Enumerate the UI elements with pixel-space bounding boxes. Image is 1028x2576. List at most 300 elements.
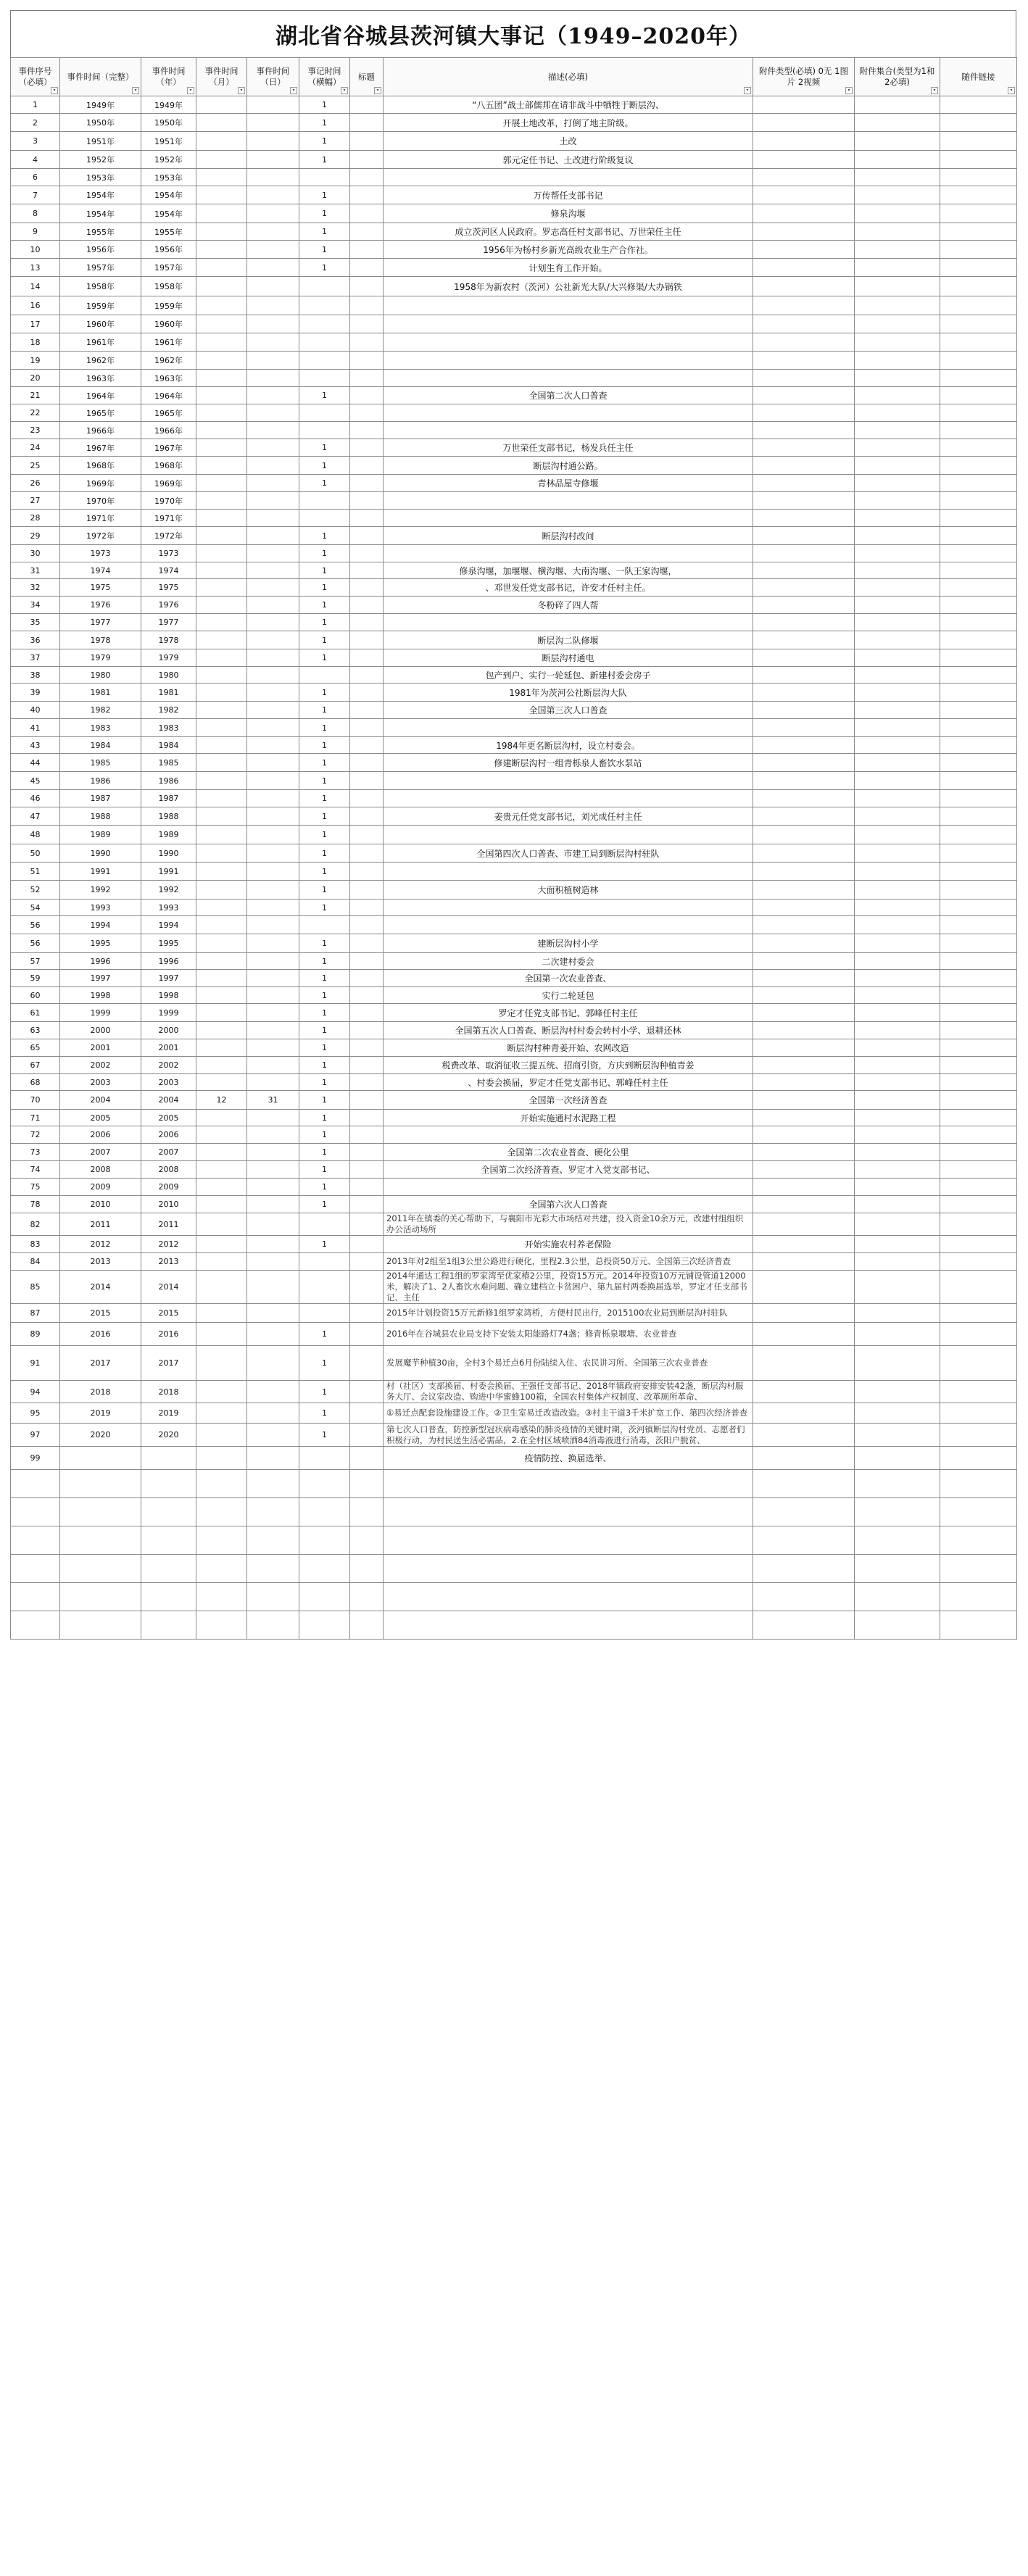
cell-day[interactable] [247,439,299,457]
cell-full[interactable]: 1992 [60,881,141,899]
cell-link[interactable] [940,169,1017,186]
cell-year[interactable]: 1979 [141,649,196,667]
cell-id[interactable]: 78 [11,1196,60,1213]
cell-link[interactable] [940,277,1017,296]
cell-aset[interactable] [855,475,940,492]
cell-month[interactable] [196,844,247,863]
cell-day[interactable] [247,614,299,631]
cell-title[interactable] [350,387,384,404]
cell-aset[interactable] [855,1126,940,1144]
cell-day[interactable] [247,1004,299,1022]
cell-title[interactable] [350,404,384,422]
cell-link[interactable] [940,296,1017,315]
cell-link[interactable] [940,1381,1017,1403]
cell-atype[interactable] [753,545,855,562]
cell-full[interactable]: 1976 [60,597,141,614]
cell-flag[interactable]: 1 [299,597,350,614]
cell-full[interactable]: 1968年 [60,457,141,475]
cell-empty[interactable] [141,1583,196,1611]
cell-flag[interactable]: 1 [299,719,350,737]
cell-year[interactable]: 2019 [141,1403,196,1424]
cell-atype[interactable] [753,1196,855,1213]
cell-desc[interactable]: 断层沟村种青姜开始、农网改造 [384,1039,753,1057]
cell-flag[interactable]: 1 [299,754,350,772]
cell-month[interactable] [196,863,247,881]
cell-empty[interactable] [350,1555,384,1583]
cell-link[interactable] [940,970,1017,987]
col-header-title[interactable] [350,58,384,96]
table-row[interactable] [11,1161,1017,1179]
cell-year[interactable]: 1997 [141,970,196,987]
cell-desc[interactable]: 姜贵元任党支部书记，刘光成任村主任 [384,807,753,826]
cell-title[interactable] [350,1022,384,1039]
cell-desc[interactable]: 计划生育工作开始。 [384,259,753,277]
cell-month[interactable] [196,1236,247,1253]
cell-full[interactable]: 1990 [60,844,141,863]
cell-aset[interactable] [855,1179,940,1196]
cell-aset[interactable] [855,737,940,754]
cell-desc[interactable]: 2011年在镇委的关心帮助下，与襄阳市光彩大市场结对共建，投入资金10余万元，改建村组组织办公活动场所 [384,1213,753,1236]
cell-full[interactable]: 1996 [60,953,141,970]
cell-full[interactable]: 1987 [60,790,141,807]
cell-flag[interactable]: 1 [299,1144,350,1161]
cell-year[interactable]: 1992 [141,881,196,899]
cell-aset[interactable] [855,352,940,370]
cell-title[interactable] [350,1236,384,1253]
cell-full[interactable]: 1981 [60,684,141,702]
cell-empty[interactable] [11,1611,60,1640]
table-row[interactable] [11,475,1017,492]
cell-title[interactable] [350,457,384,475]
cell-flag[interactable]: 1 [299,1126,350,1144]
cell-link[interactable] [940,562,1017,579]
cell-flag[interactable]: 1 [299,826,350,844]
cell-month[interactable] [196,370,247,387]
table-row[interactable] [11,387,1017,404]
cell-title[interactable] [350,1004,384,1022]
cell-atype[interactable] [753,1304,855,1323]
cell-full[interactable]: 1954年 [60,204,141,223]
cell-aset[interactable] [855,844,940,863]
cell-year[interactable]: 2004 [141,1091,196,1110]
cell-title[interactable] [350,1161,384,1179]
cell-day[interactable] [247,315,299,333]
cell-aset[interactable] [855,754,940,772]
cell-flag[interactable]: 1 [299,204,350,223]
cell-aset[interactable] [855,296,940,315]
cell-month[interactable] [196,96,247,114]
cell-desc[interactable] [384,899,753,916]
cell-year[interactable]: 1958年 [141,277,196,296]
cell-atype[interactable] [753,684,855,702]
cell-atype[interactable] [753,631,855,649]
table-row[interactable] [11,223,1017,241]
cell-flag[interactable]: 1 [299,457,350,475]
cell-id[interactable]: 29 [11,527,60,545]
cell-aset[interactable] [855,881,940,899]
cell-link[interactable] [940,987,1017,1004]
cell-day[interactable] [247,277,299,296]
cell-month[interactable] [196,667,247,684]
cell-atype[interactable] [753,649,855,667]
cell-full[interactable]: 1961年 [60,333,141,352]
cell-month[interactable] [196,241,247,259]
table-row[interactable] [11,649,1017,667]
cell-month[interactable] [196,492,247,510]
table-row[interactable] [11,352,1017,370]
cell-aset[interactable] [855,1057,940,1074]
cell-id[interactable]: 1 [11,96,60,114]
cell-month[interactable] [196,562,247,579]
cell-month[interactable] [196,545,247,562]
cell-day[interactable] [247,597,299,614]
cell-year[interactable]: 1965年 [141,404,196,422]
cell-atype[interactable] [753,899,855,916]
cell-flag[interactable] [299,333,350,352]
cell-flag[interactable]: 1 [299,387,350,404]
cell-desc[interactable]: 开始实施通村水泥路工程 [384,1110,753,1126]
cell-full[interactable]: 1997 [60,970,141,987]
table-row[interactable] [11,457,1017,475]
cell-atype[interactable] [753,562,855,579]
cell-atype[interactable] [753,1447,855,1470]
table-row[interactable] [11,527,1017,545]
cell-month[interactable] [196,1126,247,1144]
cell-aset[interactable] [855,1271,940,1304]
cell-link[interactable] [940,1304,1017,1323]
cell-aset[interactable] [855,684,940,702]
cell-full[interactable]: 1958年 [60,277,141,296]
cell-id[interactable]: 82 [11,1213,60,1236]
table-row[interactable] [11,96,1017,114]
cell-atype[interactable] [753,702,855,719]
cell-title[interactable] [350,1253,384,1271]
cell-month[interactable] [196,1039,247,1057]
cell-title[interactable] [350,807,384,826]
cell-day[interactable] [247,1110,299,1126]
cell-flag[interactable] [299,169,350,186]
filter-dropdown-icon[interactable]: ▾ [290,87,297,94]
cell-aset[interactable] [855,277,940,296]
cell-day[interactable] [247,1253,299,1271]
cell-title[interactable] [350,151,384,169]
cell-link[interactable] [940,754,1017,772]
cell-id[interactable]: 31 [11,562,60,579]
cell-link[interactable] [940,667,1017,684]
cell-day[interactable] [247,1179,299,1196]
cell-full[interactable]: 1969年 [60,475,141,492]
cell-aset[interactable] [855,1144,940,1161]
cell-aset[interactable] [855,422,940,439]
cell-year[interactable]: 1961年 [141,333,196,352]
filter-dropdown-icon[interactable]: ▾ [744,87,751,94]
cell-link[interactable] [940,772,1017,790]
cell-day[interactable] [247,1304,299,1323]
cell-flag[interactable] [299,1447,350,1470]
cell-atype[interactable] [753,96,855,114]
cell-link[interactable] [940,132,1017,151]
empty-row[interactable] [11,1555,1017,1583]
cell-atype[interactable] [753,527,855,545]
cell-empty[interactable] [141,1526,196,1555]
table-row[interactable] [11,1091,1017,1110]
cell-title[interactable] [350,1447,384,1470]
cell-atype[interactable] [753,169,855,186]
cell-link[interactable] [940,1447,1017,1470]
cell-day[interactable] [247,492,299,510]
cell-atype[interactable] [753,987,855,1004]
cell-title[interactable] [350,1126,384,1144]
cell-atype[interactable] [753,1403,855,1424]
cell-title[interactable] [350,1039,384,1057]
cell-id[interactable]: 91 [11,1346,60,1381]
cell-link[interactable] [940,1213,1017,1236]
cell-atype[interactable] [753,1039,855,1057]
cell-year[interactable]: 1967年 [141,439,196,457]
cell-atype[interactable] [753,422,855,439]
cell-flag[interactable]: 1 [299,934,350,953]
cell-day[interactable] [247,1057,299,1074]
cell-title[interactable] [350,333,384,352]
cell-desc[interactable]: 全国第一次农业普查、 [384,970,753,987]
cell-link[interactable] [940,422,1017,439]
cell-empty[interactable] [753,1611,855,1640]
cell-empty[interactable] [247,1470,299,1498]
cell-id[interactable]: 65 [11,1039,60,1057]
cell-atype[interactable] [753,510,855,527]
cell-atype[interactable] [753,772,855,790]
cell-desc[interactable]: 1958年为新农村（茨河）公社新光大队/大兴修渠/大办锅铁 [384,277,753,296]
cell-title[interactable] [350,527,384,545]
cell-aset[interactable] [855,1022,940,1039]
cell-desc[interactable] [384,404,753,422]
cell-atype[interactable] [753,1161,855,1179]
cell-aset[interactable] [855,96,940,114]
cell-id[interactable]: 17 [11,315,60,333]
cell-aset[interactable] [855,702,940,719]
cell-desc[interactable] [384,352,753,370]
cell-full[interactable]: 1960年 [60,315,141,333]
table-row[interactable] [11,754,1017,772]
cell-full[interactable]: 2010 [60,1196,141,1213]
cell-desc[interactable]: 全国第二次农业普查、硬化公里 [384,1144,753,1161]
cell-atype[interactable] [753,1074,855,1091]
cell-flag[interactable]: 1 [299,1196,350,1213]
cell-id[interactable]: 51 [11,863,60,881]
cell-full[interactable]: 1980 [60,667,141,684]
cell-desc[interactable]: 修建断层沟村一组青栎泉人畜饮水泵站 [384,754,753,772]
cell-title[interactable] [350,1424,384,1447]
cell-id[interactable]: 18 [11,333,60,352]
cell-id[interactable]: 24 [11,439,60,457]
cell-full[interactable]: 1993 [60,899,141,916]
cell-empty[interactable] [384,1470,753,1498]
cell-day[interactable] [247,1323,299,1346]
cell-year[interactable]: 2003 [141,1074,196,1091]
cell-id[interactable]: 4 [11,151,60,169]
cell-empty[interactable] [11,1498,60,1526]
cell-full[interactable]: 2008 [60,1161,141,1179]
cell-atype[interactable] [753,934,855,953]
cell-desc[interactable]: 包产到户、实行一轮延包、新建村委会房子 [384,667,753,684]
cell-full[interactable]: 1991 [60,863,141,881]
cell-flag[interactable] [299,510,350,527]
cell-aset[interactable] [855,1381,940,1403]
cell-month[interactable] [196,1381,247,1403]
cell-empty[interactable] [11,1583,60,1611]
table-row[interactable] [11,631,1017,649]
table-row[interactable] [11,772,1017,790]
cell-empty[interactable] [247,1555,299,1583]
cell-day[interactable] [247,259,299,277]
cell-desc[interactable]: 全国第五次人口普查、断层沟村村委会转村小学、退耕还林 [384,1022,753,1039]
cell-link[interactable] [940,333,1017,352]
cell-title[interactable] [350,684,384,702]
cell-year[interactable]: 1956年 [141,241,196,259]
cell-full[interactable] [60,1447,141,1470]
cell-desc[interactable] [384,916,753,934]
cell-full[interactable]: 1988 [60,807,141,826]
table-row[interactable] [11,1179,1017,1196]
table-row[interactable] [11,545,1017,562]
cell-full[interactable]: 1953年 [60,169,141,186]
cell-month[interactable] [196,151,247,169]
cell-desc[interactable]: 断层沟村通公路。 [384,457,753,475]
table-row[interactable] [11,132,1017,151]
cell-title[interactable] [350,1213,384,1236]
cell-flag[interactable] [299,422,350,439]
cell-desc[interactable] [384,1179,753,1196]
cell-empty[interactable] [247,1498,299,1526]
cell-id[interactable]: 56 [11,934,60,953]
cell-year[interactable]: 1966年 [141,422,196,439]
cell-empty[interactable] [350,1583,384,1611]
cell-month[interactable] [196,1253,247,1271]
cell-desc[interactable]: 1956年为杨村乡新光高级农业生产合作社。 [384,241,753,259]
cell-full[interactable]: 1956年 [60,241,141,259]
cell-link[interactable] [940,881,1017,899]
cell-flag[interactable] [299,315,350,333]
filter-dropdown-icon[interactable]: ▾ [51,87,58,94]
cell-full[interactable]: 1986 [60,772,141,790]
cell-desc[interactable]: 开展土地改革，打倒了地主阶级。 [384,114,753,132]
cell-full[interactable]: 2000 [60,1022,141,1039]
cell-full[interactable]: 1972年 [60,527,141,545]
table-row[interactable] [11,987,1017,1004]
cell-full[interactable]: 1949年 [60,96,141,114]
cell-flag[interactable] [299,1304,350,1323]
cell-atype[interactable] [753,296,855,315]
cell-year[interactable]: 1968年 [141,457,196,475]
cell-year[interactable]: 1984 [141,737,196,754]
cell-full[interactable]: 2014 [60,1271,141,1304]
cell-month[interactable] [196,277,247,296]
cell-empty[interactable] [940,1526,1017,1555]
cell-link[interactable] [940,457,1017,475]
cell-day[interactable] [247,772,299,790]
table-row[interactable] [11,186,1017,204]
cell-atype[interactable] [753,404,855,422]
cell-aset[interactable] [855,169,940,186]
cell-id[interactable]: 87 [11,1304,60,1323]
cell-link[interactable] [940,1424,1017,1447]
cell-year[interactable]: 1951年 [141,132,196,151]
cell-year[interactable]: 1996 [141,953,196,970]
cell-flag[interactable]: 1 [299,223,350,241]
cell-month[interactable] [196,1346,247,1381]
cell-year[interactable]: 1970年 [141,492,196,510]
cell-year[interactable]: 1971年 [141,510,196,527]
cell-link[interactable] [940,899,1017,916]
cell-empty[interactable] [141,1470,196,1498]
cell-day[interactable] [247,1196,299,1213]
cell-full[interactable]: 2019 [60,1403,141,1424]
cell-aset[interactable] [855,315,940,333]
table-row[interactable] [11,1144,1017,1161]
cell-aset[interactable] [855,826,940,844]
cell-month[interactable] [196,1403,247,1424]
cell-title[interactable] [350,844,384,863]
cell-year[interactable]: 2013 [141,1253,196,1271]
cell-link[interactable] [940,510,1017,527]
cell-month[interactable] [196,934,247,953]
cell-empty[interactable] [299,1583,350,1611]
cell-id[interactable]: 68 [11,1074,60,1091]
cell-aset[interactable] [855,987,940,1004]
cell-year[interactable]: 2008 [141,1161,196,1179]
cell-flag[interactable]: 1 [299,1179,350,1196]
cell-desc[interactable] [384,772,753,790]
cell-aset[interactable] [855,1346,940,1381]
cell-month[interactable] [196,702,247,719]
cell-aset[interactable] [855,492,940,510]
cell-id[interactable]: 35 [11,614,60,631]
cell-link[interactable] [940,1144,1017,1161]
cell-day[interactable] [247,1236,299,1253]
cell-flag[interactable]: 1 [299,844,350,863]
cell-title[interactable] [350,1057,384,1074]
cell-day[interactable] [247,422,299,439]
cell-link[interactable] [940,259,1017,277]
cell-desc[interactable] [384,169,753,186]
cell-title[interactable] [350,881,384,899]
cell-aset[interactable] [855,719,940,737]
cell-full[interactable]: 1975 [60,579,141,597]
col-header-full-time[interactable] [60,58,141,96]
cell-year[interactable]: 2011 [141,1213,196,1236]
cell-day[interactable] [247,370,299,387]
cell-day[interactable] [247,1381,299,1403]
cell-link[interactable] [940,223,1017,241]
col-header-attachment-type[interactable] [753,58,855,96]
cell-atype[interactable] [753,614,855,631]
cell-day[interactable] [247,1126,299,1144]
cell-aset[interactable] [855,333,940,352]
table-row[interactable] [11,1447,1017,1470]
cell-flag[interactable]: 1 [299,259,350,277]
cell-id[interactable]: 16 [11,296,60,315]
cell-atype[interactable] [753,863,855,881]
cell-title[interactable] [350,1091,384,1110]
cell-aset[interactable] [855,370,940,387]
table-row[interactable] [11,719,1017,737]
cell-aset[interactable] [855,1403,940,1424]
cell-full[interactable]: 2009 [60,1179,141,1196]
cell-day[interactable] [247,737,299,754]
cell-year[interactable]: 2020 [141,1424,196,1447]
cell-link[interactable] [940,1179,1017,1196]
cell-title[interactable] [350,953,384,970]
